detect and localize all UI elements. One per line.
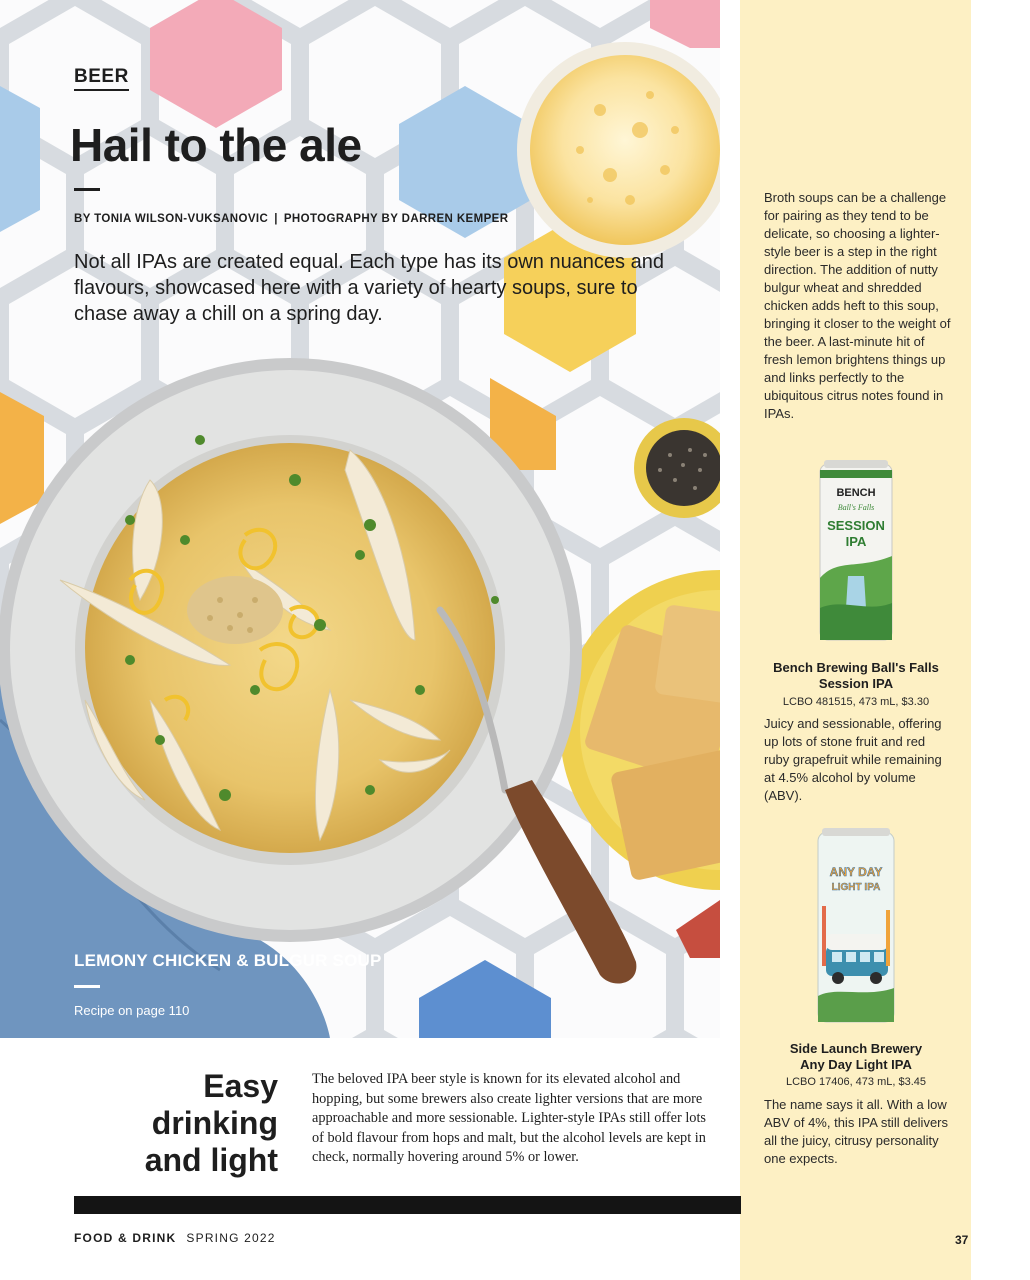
body-paragraph: The beloved IPA beer style is known for its elevated alcohol and hopping, but some brewers also create lighter versions that are more approachable and more sessionable. Lighter-style IPAs still offer lots of bold flavour from hops and malt, but the alcohol levels are kept in check, normally hovering around 5% or lower. bbox=[312, 1071, 706, 1165]
photo-caption-title: LEMONY CHICKEN & BULGUR SOUP bbox=[74, 951, 382, 970]
can-script: Ball's Falls bbox=[837, 503, 875, 512]
beer-name-line: Side Launch Brewery bbox=[789, 1041, 923, 1056]
subheading bbox=[70, 1068, 278, 1179]
byline-author: BY TONIA WILSON-VUKSANOVIC bbox=[74, 213, 269, 225]
issue-label: SPRING 2022 bbox=[186, 1231, 276, 1245]
caption-rule bbox=[74, 985, 100, 988]
any-day-can-image bbox=[816, 826, 896, 1028]
publication-name: FOOD & DRINK bbox=[74, 1231, 177, 1245]
subheading-line: and light bbox=[144, 1142, 278, 1178]
title-rule bbox=[74, 188, 100, 191]
byline-separator: | bbox=[274, 213, 278, 225]
beer-foam bbox=[530, 55, 720, 245]
byline-photography: PHOTOGRAPHY BY DARREN KEMPER bbox=[283, 213, 509, 225]
sidebar-intro: Broth soups can be a challenge for pairing as they tend to be delicate, so choosing a lighter-style beer is a step in the right direction. The addition of nutty bulgur wheat and shredded chicken adds heft to this soup, bringing it closer to the weight of the beer. A last-minute hit of fresh lemon brightens things up and links perfectly to the ubiquitous citrus notes found in IPAs. bbox=[764, 190, 951, 421]
can-style-1: ANY DAY bbox=[829, 865, 883, 879]
bench-can-image bbox=[818, 458, 894, 646]
can-brand: BENCH bbox=[836, 487, 876, 499]
beer-name-line: Bench Brewing Ball's Falls bbox=[773, 660, 939, 675]
beer-name bbox=[746, 660, 966, 692]
can-style-1: SESSION bbox=[827, 518, 885, 533]
byline bbox=[74, 213, 508, 225]
footer bbox=[74, 1231, 276, 1245]
page-title: Hail to the ale bbox=[70, 119, 362, 171]
page-number: 37 bbox=[955, 1233, 969, 1247]
beer-name-line: Session IPA bbox=[818, 676, 894, 691]
beer-meta: LCBO 481515, 473 mL, $3.30 bbox=[782, 696, 930, 708]
beer-description: The name says it all. With a low ABV of 4%, this IPA still delivers all the juicy, citrusy personality one expects. bbox=[764, 1097, 948, 1166]
blue-tile bbox=[0, 86, 40, 232]
recipe-reference: Recipe on page 110 bbox=[74, 1003, 190, 1018]
can-style-2: LIGHT IPA bbox=[831, 882, 881, 893]
can-style-2: IPA bbox=[845, 534, 867, 549]
section-label: BEER bbox=[74, 66, 129, 91]
bulgur bbox=[187, 576, 283, 644]
subheading-line: Easy drinking bbox=[151, 1068, 278, 1141]
beer-name bbox=[746, 1041, 966, 1073]
beer-description: Juicy and sessionable, offering up lots of stone fruit and red ruby grapefruit while remaining at 4.5% alcohol by volume (ABV). bbox=[764, 716, 942, 803]
dek: Not all IPAs are created equal. Each type has its own nuances and flavours, showcased here with a variety of hearty soups, sure to chase away a chill on a spring day. bbox=[74, 251, 664, 325]
beer-meta: LCBO 17406, 473 mL, $3.45 bbox=[785, 1076, 927, 1088]
beer-name-line: Any Day Light IPA bbox=[800, 1057, 912, 1072]
bottom-rule bbox=[74, 1196, 741, 1214]
